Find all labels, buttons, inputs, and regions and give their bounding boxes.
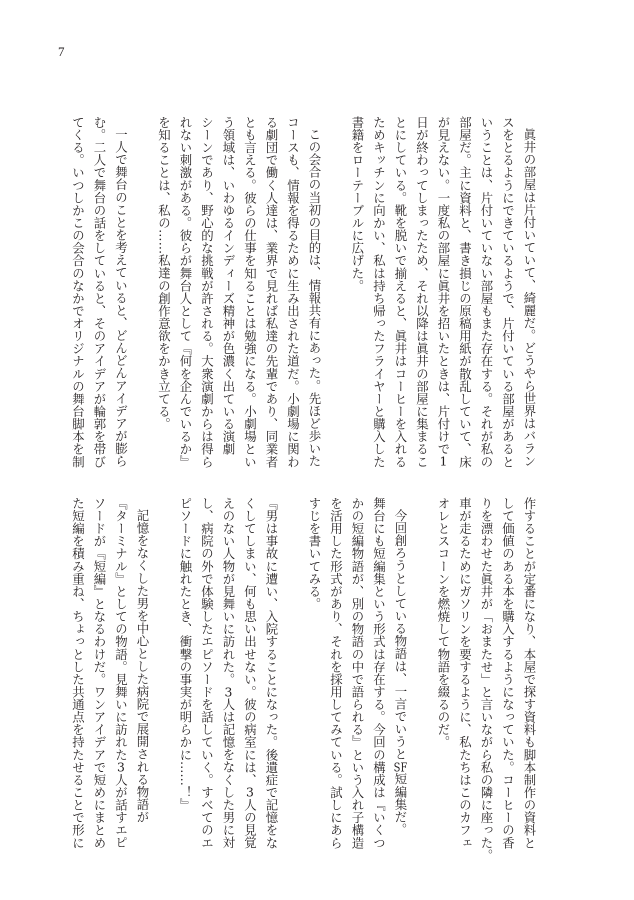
text-line: 舞台にも短編集という形式は存在する。今回の構成は『いくつ [371, 497, 387, 849]
text-line: とも言える。彼らの仕事を知ることは勉強になる。小劇場とい [242, 116, 258, 468]
upright-alphanumeric: 1 [439, 455, 448, 468]
text-line: 書籍をローテーブルに広げた。 [350, 116, 365, 292]
upright-alphanumeric: 3 [246, 786, 254, 799]
text-line: 記憶をなくした男を中心とした病院で展開される物語が [135, 509, 150, 824]
text-line: が見えない。一度私の部屋に眞井を招いたときは、片付けで1 [436, 116, 451, 468]
paragraph-gap [411, 497, 433, 849]
text-line: 日が終わってしまったため、それ以降は眞井の部屋に集まるこ [414, 116, 430, 468]
upper-text-block [67, 116, 540, 468]
paragraph-gap [132, 116, 154, 468]
paragraph-gap [282, 497, 304, 849]
text-line: る劇団で働く人達は、業界で見れば私達の先輩であり、同業者 [264, 116, 279, 468]
text-line: ためキッチンに向かい、私は持ち帰ったフライヤーと購入した [371, 116, 387, 468]
text-line: りを漂わせた眞井が「おまたせ」と言いながら私の隣に座った。 [479, 497, 494, 862]
text-line: 部屋だ。主に資料と、書き損じの原稿用紙が散乱していて、床 [457, 116, 473, 468]
text-line: 『男は事故に遭い、入院することになった。後遺症で記憶をな [264, 497, 279, 849]
text-line: 眞井の部屋は片付いていて、綺麗だ。どうやら世界はバラン [522, 128, 537, 468]
text-line: えのない人物が見舞いに訪れた。3人は記憶をなくした男に対 [221, 497, 236, 849]
text-line: とにしている。靴を脱いで揃えると、眞井はコーヒーを入れる [393, 116, 408, 468]
text-line: この会合の当初の目的は、情報共有にあった。先ほど歩いた [307, 128, 322, 468]
text-line: ソードが『短編』となるわけだ。ワンアイデアで短めにまとめ [92, 497, 107, 849]
text-line: 車が走るためにガソリンを要するように、私たちはこのカフェ [457, 497, 473, 849]
paragraph [153, 116, 325, 468]
paragraph [304, 497, 412, 849]
text-line: くしてしまい、何も思い出せない。彼の病室には、3人の見覚 [242, 497, 258, 849]
text-line: いうことは、片付いていない部屋もまた存在する。それが私の [479, 116, 494, 468]
text-line: シーンであり、野心的な挑戦が許される。大衆演劇からは得ら [199, 116, 215, 468]
text-line: 『ターミナル』としての物語。見舞いに訪れた3人が話すエピ [113, 497, 129, 849]
text-line: を知ることは、私の……私達の創作意欲をかき立てる。 [156, 116, 172, 431]
upright-alphanumeric: 3 [224, 685, 233, 698]
text-line: スをとるようにできているようで、片付いている部屋があると [500, 116, 516, 468]
upright-alphanumeric: 3 [117, 760, 125, 774]
text-line: コースも、情報を得るために生み出された道だ。小劇場に関わ [285, 116, 301, 468]
paragraph-gap [325, 116, 347, 468]
paragraph [175, 497, 283, 849]
paragraph [433, 497, 541, 862]
text-line: を活用した形式があり、それを採用してみている。試しにあら [328, 497, 344, 849]
text-line: れない刺激がある。彼らが舞台人として『何を企んでいるか』 [178, 116, 193, 468]
text-line: た短編を積み重ね、ちょっとした共通点を持たせることで形に [70, 497, 86, 849]
upright-alphanumeric: SF [393, 760, 408, 774]
paragraph [67, 116, 132, 468]
text-line: かの短編物語が、別の物語の中で語られる』という入れ子構造 [350, 497, 365, 849]
text-line: てくる。いつしかこの会合のなかでオリジナルの舞台脚本を制 [70, 116, 86, 468]
text-line: 今回創ろうとしている物語は、一言でいうとSF短編集だ。 [393, 509, 408, 837]
text-line: して価値のある本を購入するようになっていた。コーヒーの香 [500, 497, 516, 849]
paragraph-gap [153, 497, 175, 849]
text-line: ピソードに触れたとき、衝撃の事実が明らかに……！』 [178, 497, 193, 812]
page-number: 7 [58, 44, 65, 59]
text-line: オレとスコーンを燃焼して物語を綴るのだ。 [436, 497, 451, 749]
text-line: し、病院の外で体験したエピソードを話していく。すべてのエ [199, 497, 215, 849]
text-line: 作することが定番になり、本屋で探す資料も脚本制作の資料と [522, 497, 537, 849]
lower-text-block [67, 497, 540, 862]
text-line: む。二人で舞台の話をしていると、そのアイデアが輪郭を帯び [92, 116, 107, 468]
text-line: う領域は、いわゆるインディーズ精神が色濃く出ている演劇 [221, 116, 236, 456]
text-line: すじを書いてみる。 [307, 497, 322, 611]
paragraph [67, 497, 153, 849]
paragraph [347, 116, 541, 468]
text-line: 一人で舞台のことを考えていると、どんどんアイデアが膨ら [113, 128, 129, 468]
